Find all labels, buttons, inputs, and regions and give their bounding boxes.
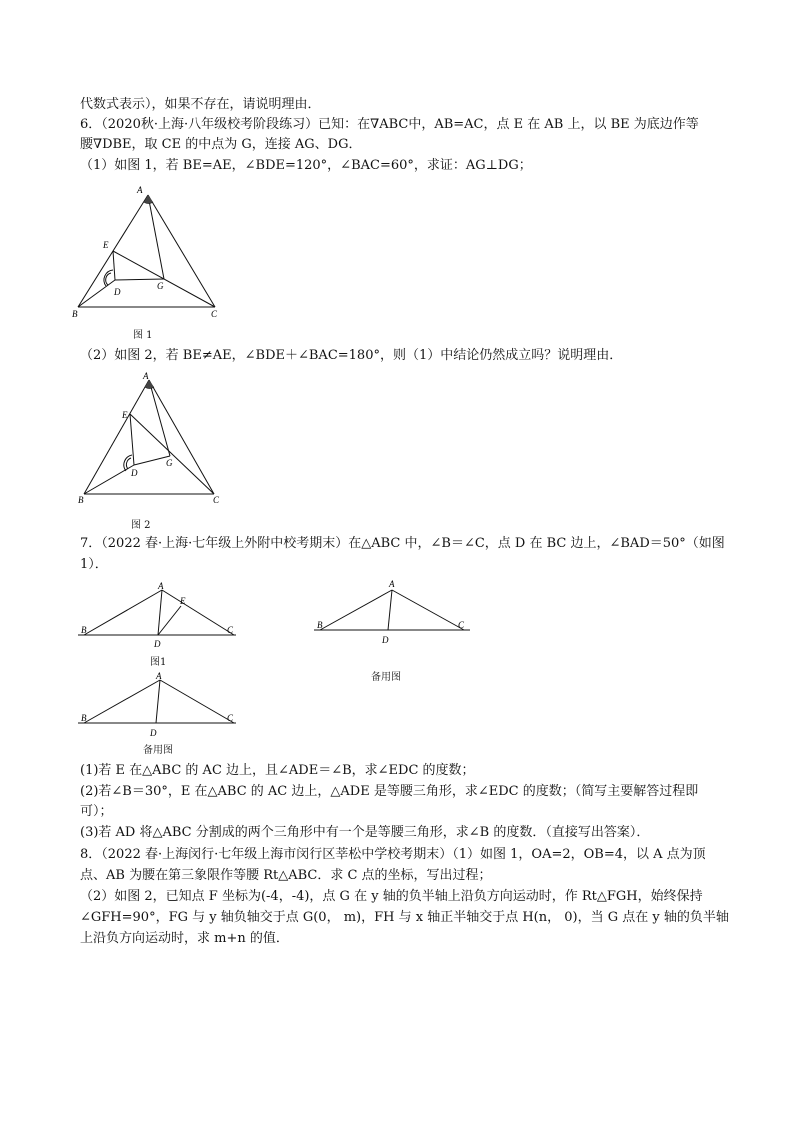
fig5-label-a: A xyxy=(156,671,162,681)
question-7-part-3: (3)若 AD 将△ABC 分割成的两个三角形中有一个是等腰三角形，求∠B 的度数．（直接写出答案）． xyxy=(80,825,650,840)
figure-q7-spare-2 xyxy=(76,668,246,740)
figure-2-caption: 图 2 xyxy=(131,520,151,531)
question-6-header: 6．（2020秋·上海·八年级校考阶段练习）已知：在∇ABC中，AB=AC，点 E 在 AB 上，以 BE 为底边作等 xyxy=(80,117,699,132)
figure-1-caption: 图 1 xyxy=(133,330,153,341)
question-7-part-2-cont: 可）； xyxy=(80,804,113,819)
figure-q7-main xyxy=(76,580,246,650)
fig3-label-e: E xyxy=(180,596,186,606)
fig5-label-d: D xyxy=(150,728,157,738)
fig4-label-b: B xyxy=(317,620,323,630)
question-6-part-1: （1）如图 1，若 BE=AE，∠BDE=120°，∠BAC=60°，求证：AG⊥DG； xyxy=(80,158,532,173)
fig2-label-e: E xyxy=(122,410,128,420)
question-8-header-cont: 点、AB 为腰在第三象限作等腰 Rt△ABC．求 C 点的坐标，写出过程； xyxy=(80,868,492,883)
fig5-label-c: C xyxy=(227,713,234,723)
fig2-label-g: G xyxy=(166,458,173,468)
fig3-label-d: D xyxy=(154,639,161,649)
fig1-label-a: A xyxy=(137,185,143,195)
figure-q7-spare-2-caption: 备用图 xyxy=(143,745,173,756)
fig2-label-c: C xyxy=(213,495,220,505)
question-6-header-cont: 腰∇DBE，取 CE 的中点为 G，连接 AG、DG． xyxy=(80,137,362,152)
question-8-header: 8．（2022 春·上海闵行·七年级上海市闵行区莘松中学校考期末）（1）如图 1，OA=2，OB=4，以 A 点为顶 xyxy=(80,847,706,862)
question-7-header: 7．（2022 春·上海·七年级上外附中校考期末）在△ABC 中，∠B＝∠C，点 D 在 BC 边上，∠BAD＝50°（如图 xyxy=(80,536,725,551)
question-8-part-2: （2）如图 2，已知点 F 坐标为(-4，-4)，点 G 在 y 轴的负半轴上沿负方向运动时，作 Rt△FGH，始终保持 xyxy=(80,889,703,904)
fig1-label-b: B xyxy=(72,309,78,319)
fig4-label-a: A xyxy=(389,579,395,589)
fig2-label-d: D xyxy=(131,468,138,478)
fig3-label-a: A xyxy=(158,581,164,591)
question-6-part-2: （2）如图 2，若 BE≠AE，∠BDE＋∠BAC=180°，则（1）中结论仍然成立吗？说明理由． xyxy=(80,348,623,363)
question-7-part-2: (2)若∠B＝30°，E 在△ABC 的 AC 边上，△ADE 是等腰三角形，求∠EDC 的度数；（简写主要解答过程即 xyxy=(80,784,699,799)
figure-q7-caption: 图1 xyxy=(150,657,167,668)
question-7-part-1: (1)若 E 在△ABC 的 AC 边上，且∠ADE＝∠B，求∠EDC 的度数； xyxy=(80,763,475,778)
figure-q7-spare-1 xyxy=(310,574,480,654)
figure-1 xyxy=(70,185,230,325)
fig1-label-e: E xyxy=(103,240,109,250)
question-8-part-2-cont: ∠GFH=90°，FG 与 y 轴负轴交于点 G(0， m)，FH 与 x 轴正半轴交于点 H(n， 0)，当 G 点在 y 轴的负半轴 xyxy=(80,910,729,925)
figure-q7-spare-1-caption: 备用图 xyxy=(371,672,401,683)
fig1-label-g: G xyxy=(157,281,164,291)
figure-2 xyxy=(74,370,234,510)
question-8-part-2-end: 上沿负方向运动时，求 m+n 的值． xyxy=(80,931,289,946)
fig5-label-b: B xyxy=(81,713,87,723)
fig1-label-d: D xyxy=(114,287,121,297)
text-line-1: 代数式表示），如果不存在，请说明理由． xyxy=(80,97,321,112)
fig2-label-a: A xyxy=(143,371,149,381)
fig1-label-c: C xyxy=(211,309,218,319)
question-7-header-cont: 1）． xyxy=(80,557,108,572)
fig4-label-d: D xyxy=(382,635,389,645)
fig4-label-c: C xyxy=(458,620,465,630)
fig3-label-c: C xyxy=(227,625,234,635)
fig2-label-b: B xyxy=(78,495,84,505)
fig3-label-b: B xyxy=(81,625,87,635)
